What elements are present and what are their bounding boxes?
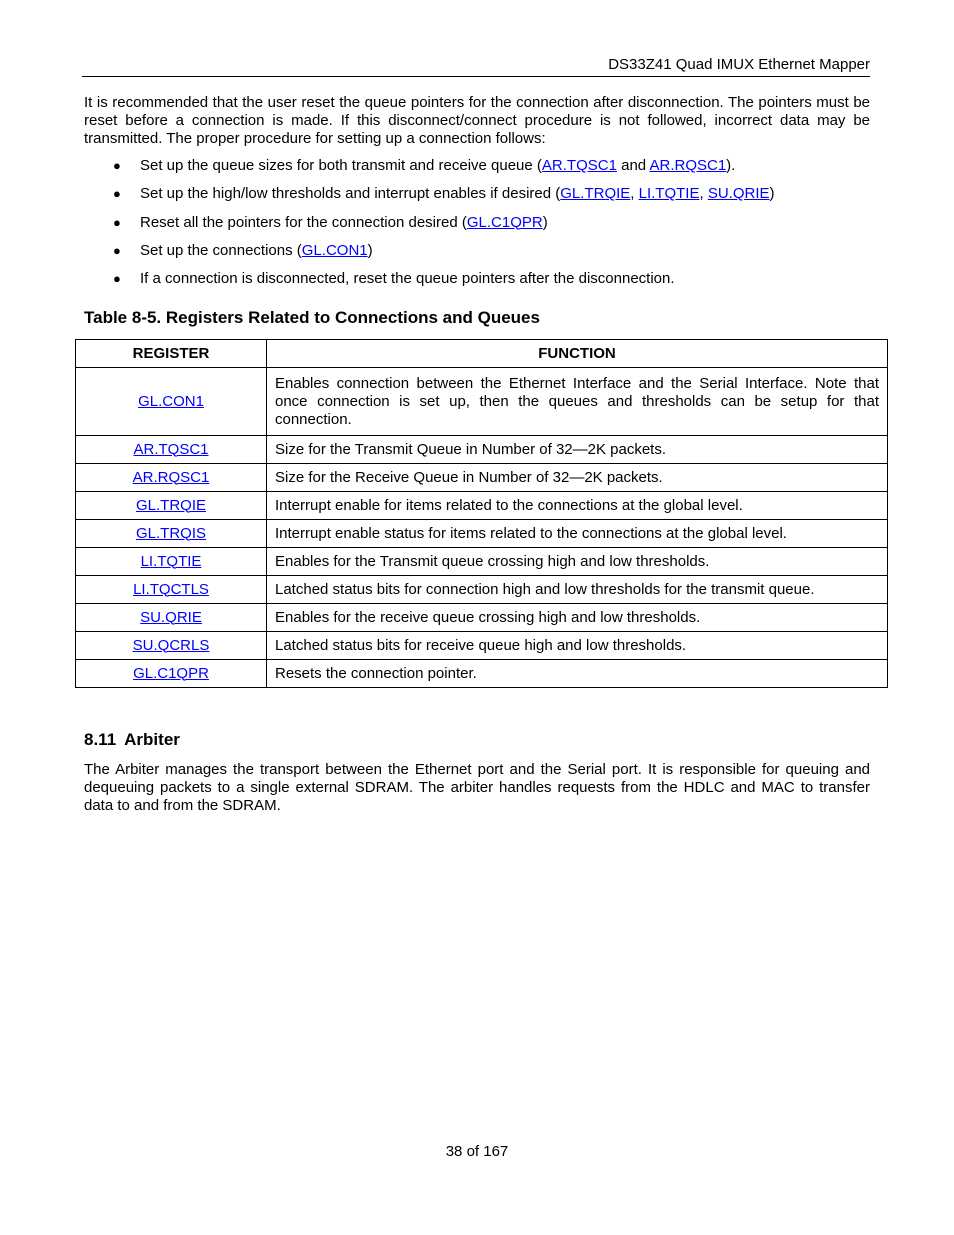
link-gl-trqie[interactable]: GL.TRQIE	[560, 185, 631, 203]
registers-table	[75, 339, 888, 688]
link-gl-con1[interactable]: GL.CON1	[301, 241, 368, 259]
list-item-text: Reset all the pointers for the connection desired (	[140, 213, 467, 231]
page-number: 38 of 167	[445, 1143, 509, 1160]
list-item-text: )	[769, 185, 775, 203]
register-cell	[76, 548, 267, 576]
list-item	[84, 214, 870, 242]
table-row	[76, 464, 888, 492]
section-body-paragraph: The Arbiter manages the transport between the Ethernet port and the Serial port. It is responsible for queuing and dequeuing packets to a single external SDRAM. The arbiter handles requests from the HDLC and MAC to transfer data to and from the SDRAM.	[84, 761, 870, 814]
register-cell	[76, 492, 267, 520]
link-su-qrie[interactable]: SU.QRIE	[707, 185, 770, 203]
register-cell	[76, 632, 267, 660]
function-cell: Size for the Transmit Queue in Number of 32—2K packets.	[267, 436, 888, 464]
bullet-icon: ●	[113, 214, 121, 230]
register-link[interactable]: SU.QRIE	[140, 608, 202, 626]
section-number: 8.11	[84, 730, 117, 749]
function-cell: Enables connection between the Ethernet Interface and the Serial Interface. Note that once connection is set up, then the queues and thresholds can be setup for that connection.	[267, 368, 888, 436]
section-heading	[84, 730, 180, 750]
list-item	[84, 270, 870, 298]
list-item	[84, 242, 870, 270]
list-item-text: Set up the high/low thresholds and interrupt enables if desired (	[140, 185, 561, 203]
list-item-text: ).	[726, 157, 736, 174]
register-link[interactable]: SU.QCRLS	[132, 636, 210, 654]
link-ar-tqsc1[interactable]: AR.TQSC1	[541, 157, 617, 174]
list-item	[84, 157, 870, 185]
list-item-text: If a connection is disconnected, reset the queue pointers after the disconnection.	[140, 270, 675, 288]
list-item	[84, 185, 870, 213]
list-item-text: Set up the queue sizes for both transmit and receive queue (	[140, 157, 542, 174]
register-cell	[76, 576, 267, 604]
register-link[interactable]: AR.RQSC1	[132, 468, 210, 486]
table-row	[76, 632, 888, 660]
register-cell	[76, 520, 267, 548]
register-cell	[76, 464, 267, 492]
register-cell	[76, 436, 267, 464]
register-link[interactable]: GL.CON1	[138, 392, 204, 410]
function-cell: Enables for the receive queue crossing high and low thresholds.	[267, 604, 888, 632]
column-header-register: REGISTER	[76, 340, 267, 368]
register-link[interactable]: LI.TQCTLS	[133, 580, 209, 598]
function-cell: Size for the Receive Queue in Number of 32—2K packets.	[267, 464, 888, 492]
list-item-text: )	[367, 241, 373, 259]
function-cell: Latched status bits for receive queue high and low thresholds.	[267, 632, 888, 660]
table-row	[76, 576, 888, 604]
bullet-icon: ●	[113, 186, 121, 202]
register-link[interactable]: GL.C1QPR	[133, 664, 209, 682]
header-rule	[82, 76, 870, 77]
bullet-icon: ●	[113, 242, 121, 258]
link-ar-rqsc1[interactable]: AR.RQSC1	[649, 157, 727, 174]
procedure-list	[84, 157, 870, 298]
table-row	[76, 520, 888, 548]
table-row	[76, 548, 888, 576]
list-item-text: Set up the connections (	[140, 241, 302, 259]
function-cell: Enables for the Transmit queue crossing high and low thresholds.	[267, 548, 888, 576]
register-link[interactable]: AR.TQSC1	[133, 440, 209, 458]
table-row	[76, 660, 888, 688]
list-item-text: and	[616, 157, 650, 174]
link-gl-c1qpr[interactable]: GL.C1QPR	[466, 213, 543, 231]
register-link[interactable]: GL.TRQIS	[135, 524, 206, 542]
register-link[interactable]: GL.TRQIE	[135, 496, 206, 514]
link-li-tqtie[interactable]: LI.TQTIE	[638, 185, 700, 203]
function-cell: Resets the connection pointer.	[267, 660, 888, 688]
register-link[interactable]: LI.TQTIE	[140, 552, 202, 570]
table-header-row	[76, 340, 888, 368]
list-item-text: )	[542, 213, 548, 231]
bullet-icon: ●	[113, 158, 121, 173]
table-row	[76, 492, 888, 520]
register-cell	[76, 660, 267, 688]
bullet-icon: ●	[113, 271, 121, 287]
table-row	[76, 436, 888, 464]
section-title: Arbiter	[124, 730, 180, 749]
table-caption: Table 8-5. Registers Related to Connections and Queues	[84, 308, 540, 327]
document-header-title: DS33Z41 Quad IMUX Ethernet Mapper	[608, 56, 870, 73]
function-cell: Interrupt enable status for items related to the connections at the global level.	[267, 520, 888, 548]
register-cell	[76, 604, 267, 632]
table-row	[76, 368, 888, 436]
list-item-text: ,	[630, 185, 639, 203]
table-row	[76, 604, 888, 632]
intro-paragraph: It is recommended that the user reset the queue pointers for the connection after disconnection. The pointers must be reset before a connection is made. If this disconnect/connect procedure is not followed, incorrect data may be transmitted. The proper procedure for setting up a connection follows:	[84, 94, 870, 147]
list-item-text: ,	[699, 185, 708, 203]
function-cell: Latched status bits for connection high and low thresholds for the transmit queue.	[267, 576, 888, 604]
register-cell	[76, 368, 267, 436]
column-header-function: FUNCTION	[267, 340, 888, 368]
function-cell: Interrupt enable for items related to the connections at the global level.	[267, 492, 888, 520]
